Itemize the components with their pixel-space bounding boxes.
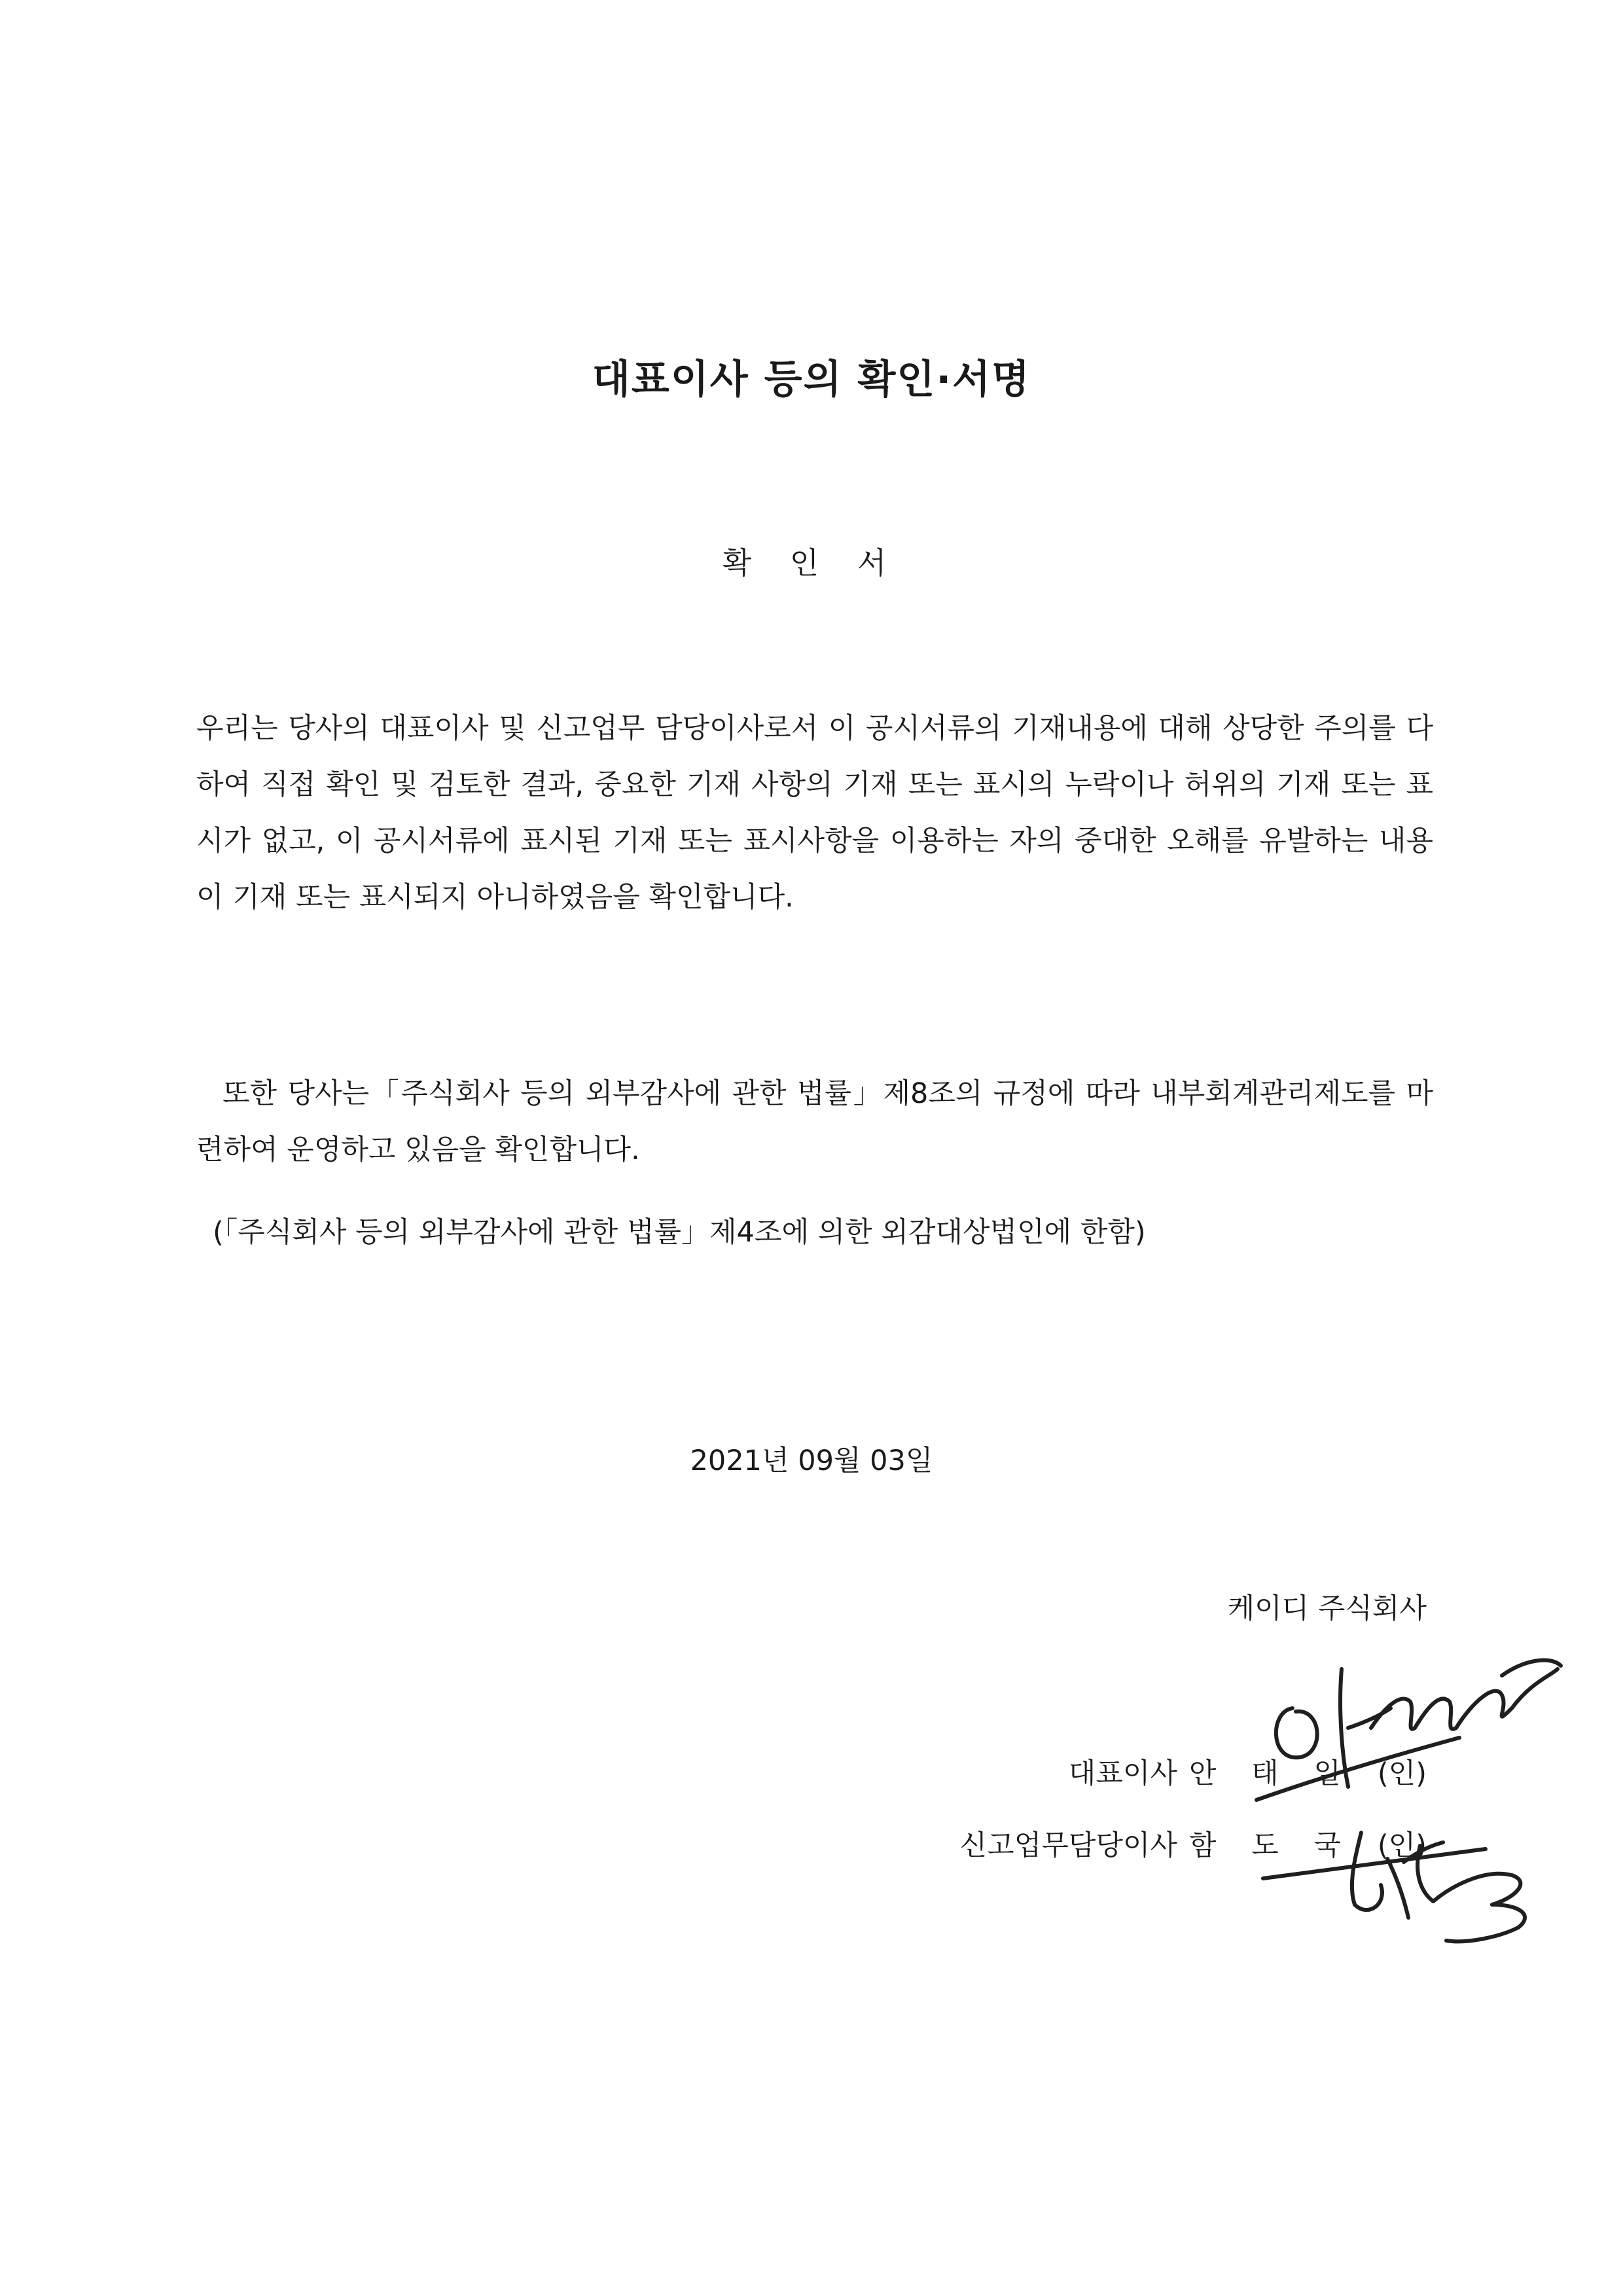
applicability-note: (「주식회사 등의 외부감사에 관한 법률」제4조에 의한 외감대상법인에 한함) xyxy=(213,1216,1146,1249)
document-subtitle: 확 인 서 xyxy=(722,545,901,581)
confirmation-paragraph: 우리는 당사의 대표이사 및 신고업무 담당이사로서 이 공시서류의 기재내용에 대해 상당한 주의를 다하여 직접 확인 및 검토한 결과, 중요한 기재 사항의 기재 또는 표시의 누락이나 허위의 기재 또는 표시가 없고, 이 공시서류에 표시된 기재 또는 표시사항을 이용하는 자의 중대한 오해를 유발하는 내용이 기재 또는 표시되지 아니하였음을 확인합니다. xyxy=(196,712,1433,914)
seal-mark: (인) xyxy=(1377,1829,1427,1862)
seal-mark: (인) xyxy=(1377,1757,1427,1790)
signer-name: 함 도 국 xyxy=(1188,1829,1354,1862)
company-name: 케이디 주식회사 xyxy=(1227,1592,1427,1625)
signer-role: 대표이사 xyxy=(1068,1757,1177,1790)
ceo-signature xyxy=(1243,1630,1571,1826)
document-title: 대표이사 등의 확인·서명 xyxy=(592,357,1031,403)
internal-control-paragraph: 또한 당사는「주식회사 등의 외부감사에 관한 법률」제8조의 규정에 따라 내부회계관리제도를 마련하여 운영하고 있음을 확인합니다. xyxy=(196,1077,1433,1166)
signer-role: 신고업무담당이사 xyxy=(959,1829,1177,1862)
signer-reporting-director xyxy=(960,1826,1427,1865)
document-date: 2021년 09월 03일 xyxy=(690,1444,933,1477)
signer-name: 안 태 일 xyxy=(1188,1757,1354,1790)
signer-ceo xyxy=(1069,1754,1427,1793)
